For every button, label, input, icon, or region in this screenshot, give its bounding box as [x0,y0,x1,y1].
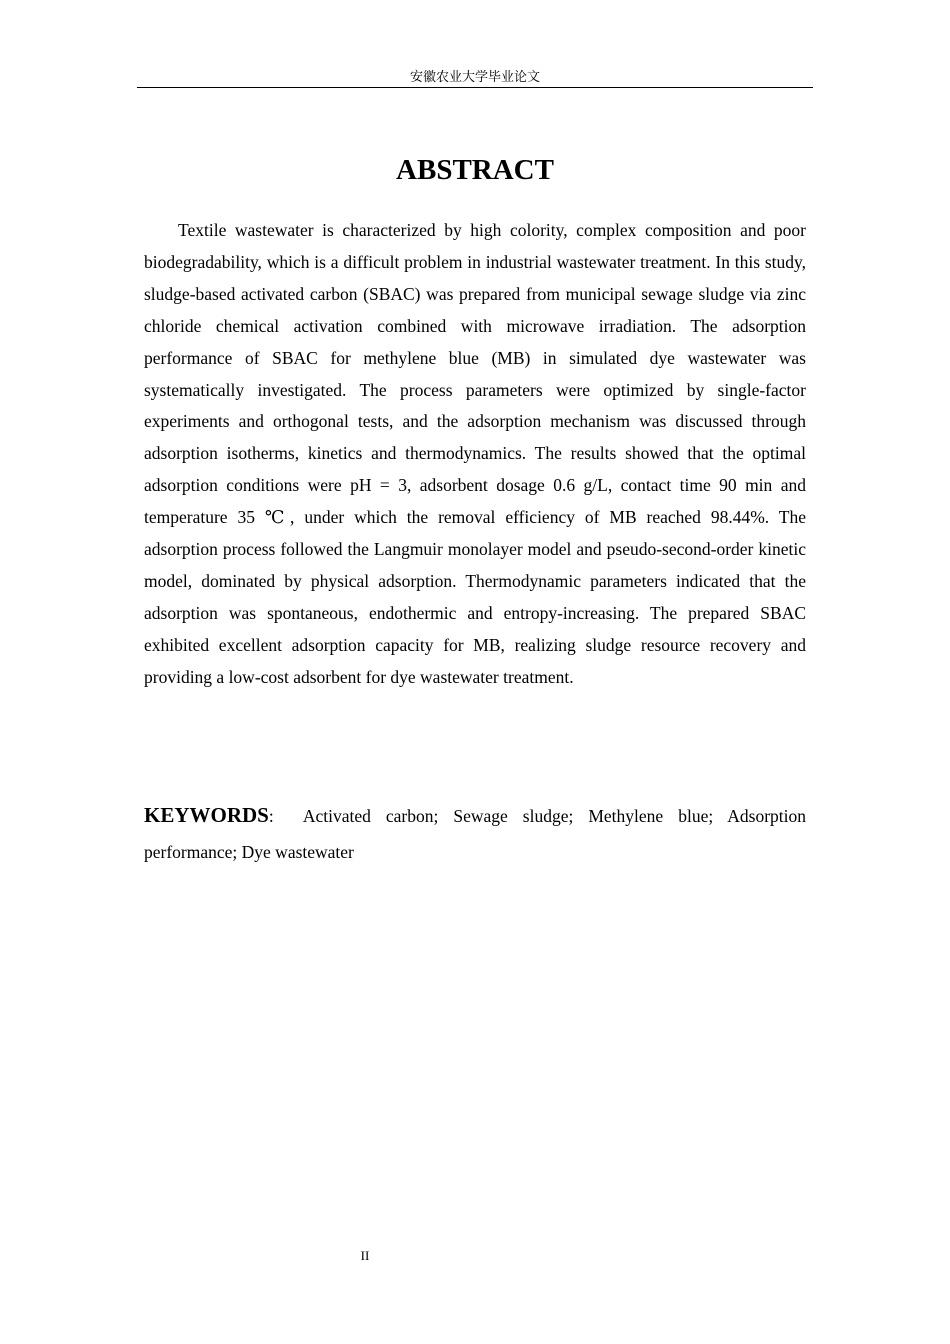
keywords-text: Activated carbon; Sewage sludge; Methylene blue; Adsorption performance; Dye wastewater [144,806,806,862]
page-number: II [360,1248,370,1263]
running-header [137,69,813,88]
abstract-paragraph: Textile wastewater is characterized by high colority, complex composition and poor biodegradability, which is a difficult problem in industrial wastewater treatment. In this study, sludge-based activated carbon (SBAC) was prepared from municipal sewage sludge via zinc chloride chemical activation combined with microwave irradiation. The adsorption performance of SBAC for methylene blue (MB) in simulated dye wastewater was systematically investigated. The process parameters were optimized by single-factor experiments and orthogonal tests, and the adsorption mechanism was discussed through adsorption isotherms, kinetics and thermodynamics. The results showed that the optimal adsorption conditions were pH = 3, adsorbent dosage 0.6 g/L, contact time 90 min and temperature 35 ℃, under which the removal efficiency of MB reached 98.44%. The adsorption process followed the Langmuir monolayer model and pseudo-second-order kinetic model, dominated by physical adsorption. Thermodynamic parameters indicated that the adsorption was spontaneous, endothermic and entropy-increasing. The prepared SBAC exhibited excellent adsorption capacity for MB, realizing sludge resource recovery and providing a low-cost adsorbent for dye wastewater treatment. [144,220,806,687]
abstract-heading: ABSTRACT [396,154,554,186]
header-title: 安徽农业大学毕业论文 [409,70,540,85]
keywords-label: KEYWORDS [144,803,269,827]
keywords-paragraph [144,797,806,870]
keywords-separator: : [268,806,274,826]
